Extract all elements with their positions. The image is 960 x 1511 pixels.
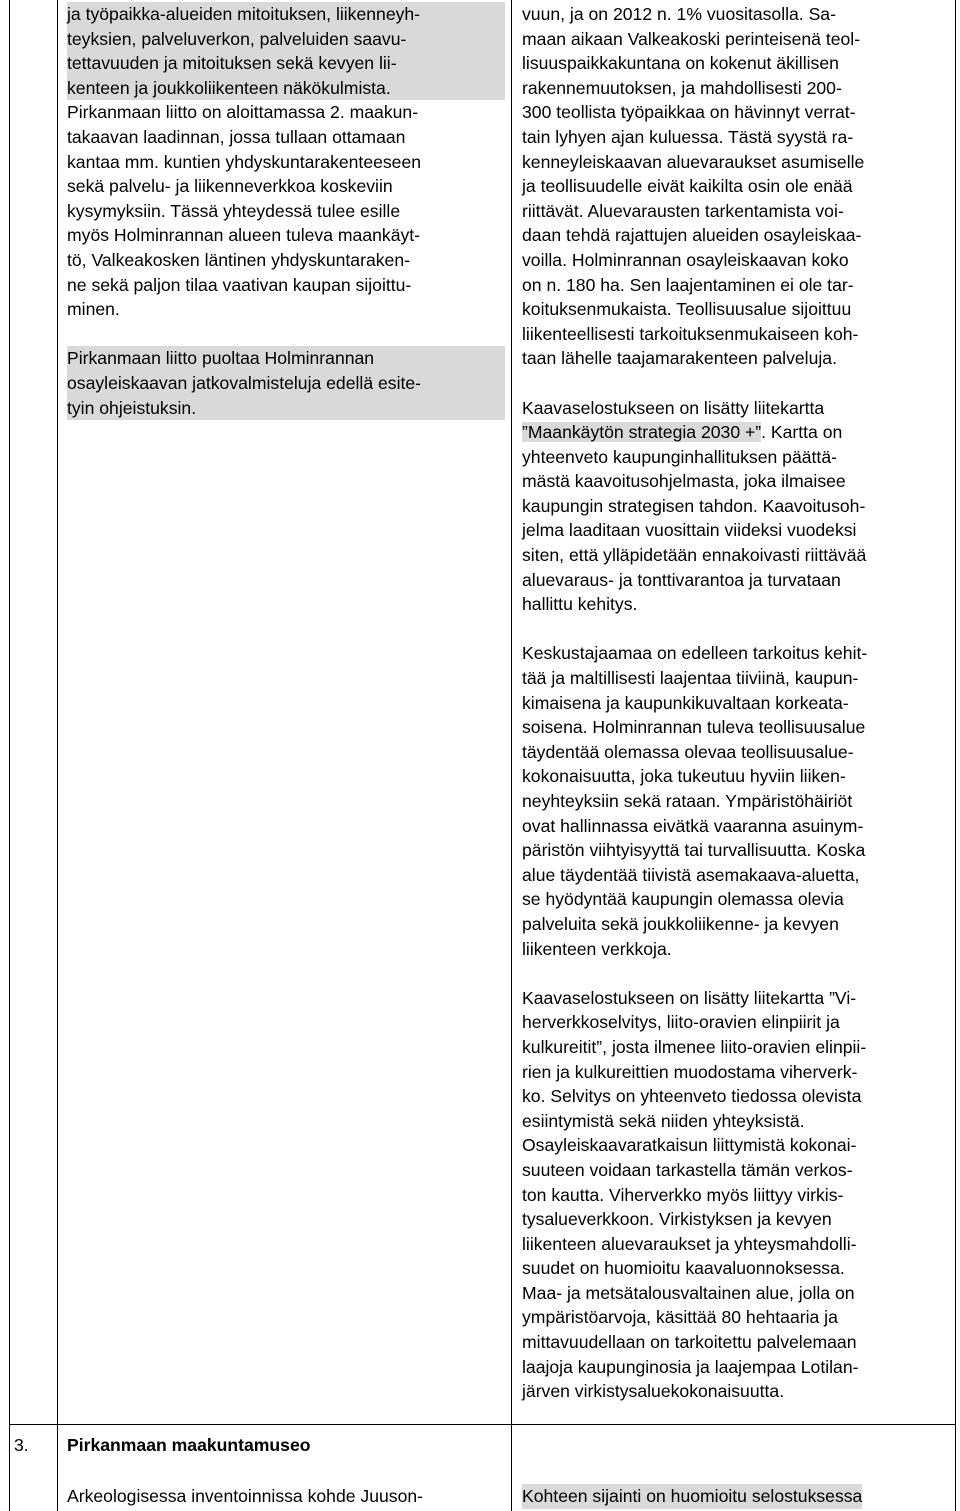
left-line: Pirkanmaan liitto on aloittamassa 2. maakun-	[67, 102, 419, 123]
right-line: ko. Selvitys on yhteenveto tiedossa olevista	[522, 1086, 862, 1107]
right-line: herverkkoselvitys, liito-oravien elinpiirit ja	[522, 1012, 840, 1033]
right-line: lisuuspaikkakuntana on kokenut äkillisen	[522, 53, 839, 74]
right-line: 300 teollista työpaikkaa on hävinnyt verrat-	[522, 102, 856, 123]
left-line: tö, Valkeakosken läntinen yhdyskuntaraken-	[67, 249, 410, 270]
row-separator	[9, 1424, 956, 1425]
right-line: ympäristöarvoja, käsittää 80 hehtaaria ja	[522, 1307, 838, 1328]
table-border-left	[9, 0, 10, 1511]
right-line: Kaavaselostukseen on lisätty liitekartta	[522, 397, 825, 418]
table-divider-number	[57, 0, 58, 1511]
left-line: minen.	[67, 299, 120, 320]
right-line: on n. 180 ha. Sen laajentaminen ei ole tar-	[522, 274, 854, 295]
right-line-rest: . Kartta on	[761, 422, 843, 443]
right-line: tää ja maltillisesti laajentaa tiiviinä, kaupun-	[522, 668, 859, 689]
statement-block	[67, 346, 505, 420]
right-line: koituksenmukaista. Teollisuusalue sijoittuu	[522, 299, 852, 320]
right-line: Keskustajaamaa on edelleen tarkoitus kehit-	[522, 643, 868, 664]
left-line: kenteen ja joukkoliikenteen näkökulmista.	[67, 76, 505, 101]
left-line: myös Holminrannan alueen tuleva maankäyt-	[67, 225, 421, 246]
left-line: ne sekä paljon tilaa vaativan kaupan sijoittu-	[67, 274, 412, 295]
right-line: liikenteen verkkoja.	[522, 938, 672, 959]
right-line: tain lyhyen ajan kuluessa. Tästä syystä ra-	[522, 126, 854, 147]
left-line: takaavan laadinnan, jossa tullaan ottamaan	[67, 126, 406, 147]
right-line: kenneyleiskaavan aluevaraukset asumiselle	[522, 151, 865, 172]
right-line: kulkureitit”, josta ilmenee liito-oravien elinpii-	[522, 1036, 867, 1057]
row-heading: Pirkanmaan maakuntamuseo	[67, 1435, 311, 1455]
statement-line: Pirkanmaan liitto puoltaa Holminrannan	[67, 348, 375, 369]
right-line: soisena. Holminrannan tuleva teollisuusalue	[522, 717, 866, 738]
right-column	[522, 2, 867, 1404]
right-line: rien ja kulkureittien muodostama viherverk-	[522, 1061, 858, 1082]
right-line: tysalueverkkoon. Virkistyksen ja kevyen	[522, 1209, 832, 1230]
right-line: daan tehdä rajattujen alueiden osayleiskaa-	[522, 225, 862, 246]
right-line: alue täydentää tiivistä asemakaava-aluetta,	[522, 864, 860, 885]
right-line: liikenteellisesti tarkoituksenmukaiseen koh-	[522, 323, 859, 344]
right-line: kimaisena ja kaupunkikuvaltaan korkeata-	[522, 692, 849, 713]
left-line: sekä palvelu- ja liikenneverkkoa koskeviin	[67, 176, 393, 197]
right-line: ja teollisuudelle eivät kaikilta osin ole enää	[522, 176, 853, 197]
right-line: suuteen voidaan tarkastella tämän verkos-	[522, 1159, 853, 1180]
statement-line: osayleiskaavan jatkovalmisteluja edellä esite-	[67, 372, 422, 393]
right-line: laajoja kaupunginosia ja laajempaa Lotilan-	[522, 1356, 859, 1377]
right-line: jelma laaditaan vuosittain viideksi vuodeksi	[522, 520, 857, 541]
right-line: riittävät. Aluevarausten tarkentamista voi-	[522, 200, 844, 221]
table-border-right	[955, 0, 956, 1511]
right-line: täydentää olemassa olevaa teollisuusalue-	[522, 741, 854, 762]
right-line: voilla. Holminrannan osayleiskaavan koko	[522, 249, 849, 270]
right-line: palveluita sekä joukkoliikenne- ja kevyen	[522, 913, 839, 934]
right-line: maan aikaan Valkeakoski perinteisenä teol-	[522, 28, 861, 49]
right-line: taan lähelle taajamarakenteen palveluja.	[522, 348, 837, 369]
right-line: mittavuudellaan on tarkoitettu palvelemaan	[522, 1332, 857, 1353]
right-line: ton kautta. Viherverkko myös liittyy virkis-	[522, 1184, 844, 1205]
right-line: päristön viihtyisyyttä tai turvallisuutta. Koska	[522, 840, 866, 861]
right-line: suudet on huomioitu kaavaluonnoksessa.	[522, 1258, 845, 1279]
row3-right-text: Kohteen sijainti on huomioitu selostuksessa	[522, 1484, 862, 1509]
statement-line: tyin ohjeistuksin.	[67, 397, 197, 418]
right-line: ovat hallinnassa eivätkä vaaranna asuinym-	[522, 815, 864, 836]
right-line: Maa- ja metsätalousvaltainen alue, jolla on	[522, 1282, 855, 1303]
left-line: kantaa mm. kuntien yhdyskuntarakenteeseen	[67, 151, 422, 172]
right-line: aluevaraus- ja tonttivarantoa ja turvataan	[522, 569, 841, 590]
left-line: ja työpaikka-alueiden mitoituksen, liikenneyh-	[67, 2, 505, 27]
row-number: 3.	[14, 1435, 29, 1455]
right-line: siten, että ylläpidetään ennakoivasti riittävää	[522, 545, 867, 566]
row3-left-text: Arkeologisessa inventoinnissa kohde Juuson-	[67, 1486, 423, 1506]
right-line: se hyödyntää kaupungin olemassa olevia	[522, 889, 844, 910]
right-line: liikenteen aluevaraukset ja yhteysmahdolli-	[522, 1233, 857, 1254]
right-line: vuun, ja on 2012 n. 1% vuositasolla. Sa-	[522, 4, 836, 24]
left-line: tettavuuden ja mitoituksen sekä kevyen lii-	[67, 51, 505, 76]
right-line: hallittu kehitys.	[522, 594, 638, 615]
right-line: järven virkistysaluekokonaisuutta.	[522, 1381, 785, 1402]
right-line: neyhteyksiin sekä rataan. Ympäristöhäiriöt	[522, 791, 853, 811]
table-divider-middle	[511, 0, 512, 1511]
right-line: esiintymistä sekä niiden yhteyksistä.	[522, 1110, 805, 1131]
right-line: Kaavaselostukseen on lisätty liitekartta ”Vi-	[522, 987, 857, 1008]
right-line	[522, 420, 867, 445]
right-line: kaupungin strategisen tahdon. Kaavoitusoh-	[522, 495, 866, 516]
left-line: kysymyksiin. Tässä yhteydessä tulee esille	[67, 200, 401, 221]
right-line: kokonaisuutta, joka tukeutuu hyviin liiken-	[522, 766, 846, 787]
right-line: rakennemuutoksen, ja mahdollisesti 200-	[522, 77, 842, 98]
right-line: yhteenveto kaupunginhallituksen päättä-	[522, 446, 837, 467]
left-column	[67, 2, 505, 420]
left-line: teyksien, palveluverkon, palveluiden saavu-	[67, 27, 505, 52]
strategy-map-highlight: ”Maankäytön strategia 2030 +”	[522, 422, 762, 443]
right-line: mästä kaavoitusohjelmasta, joka ilmaisee	[522, 471, 846, 492]
right-line: Osayleiskaavaratkaisun liittymistä kokonai-	[522, 1135, 857, 1156]
